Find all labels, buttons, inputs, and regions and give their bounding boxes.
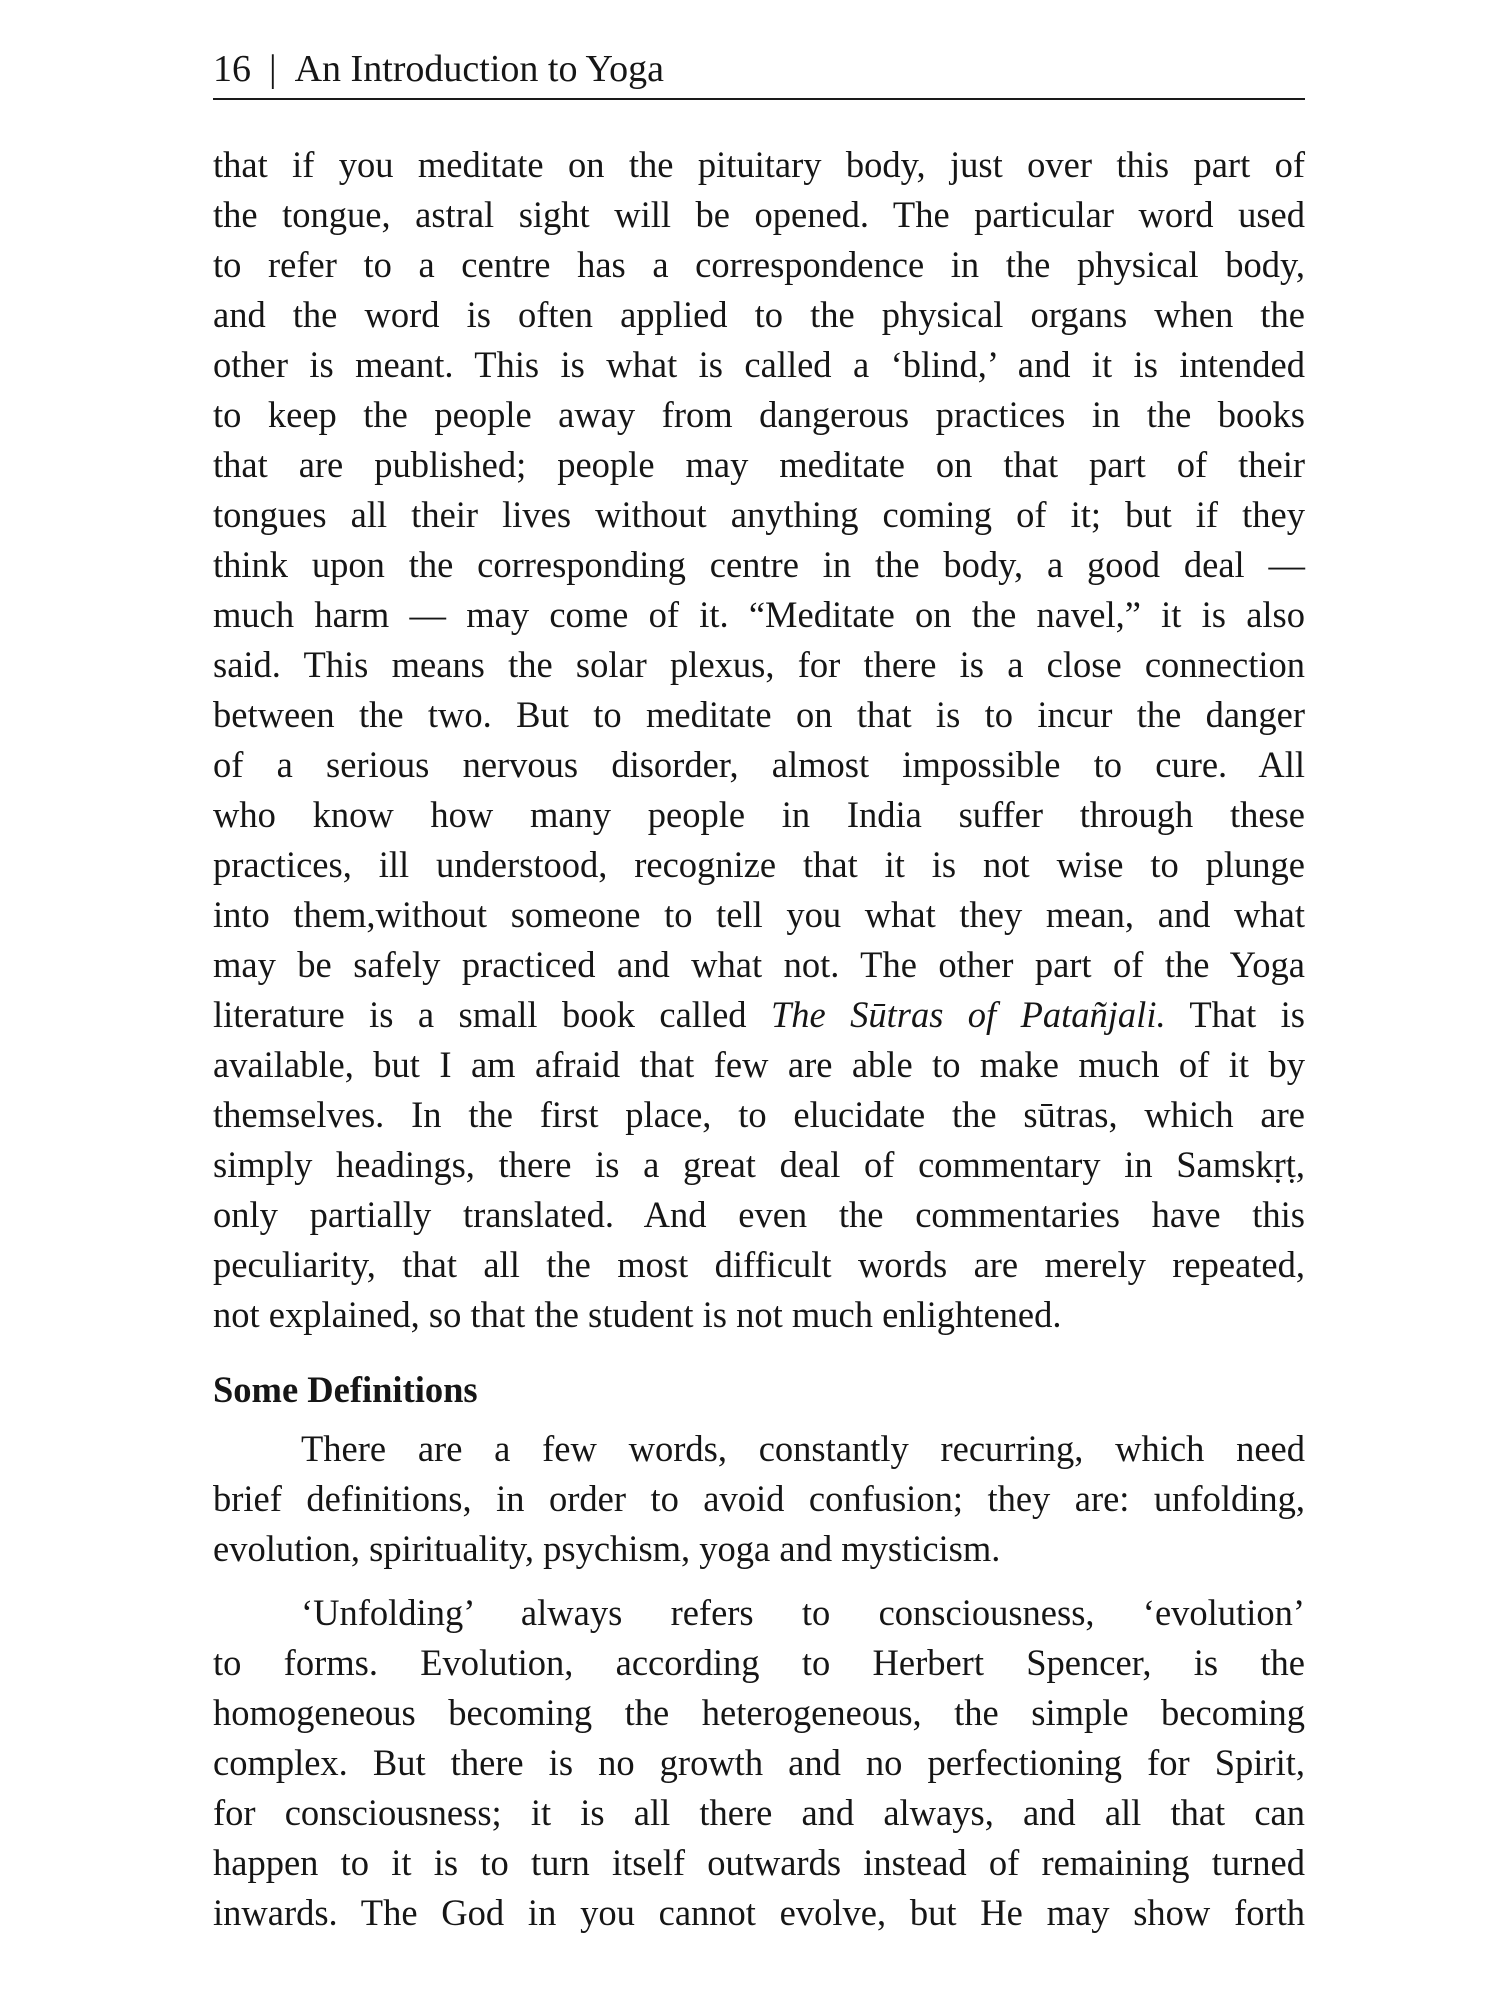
text-line: peculiarity, that all the most difficult words are merely repeated, xyxy=(213,1244,1305,1285)
text-line: for consciousness; it is all there and always, and all that can xyxy=(213,1792,1305,1833)
text-line: brief definitions, in order to avoid confusion; they are: unfolding, xyxy=(213,1478,1305,1519)
text-fragment: That is xyxy=(1165,994,1305,1035)
text-line: much harm — may come of it. “Meditate on the navel,” it is also xyxy=(213,594,1305,635)
text-line: simply headings, there is a great deal of commentary in Samskṛṭ, xyxy=(213,1144,1305,1185)
text-line: available, but I am afraid that few are able to make much of it by xyxy=(213,1044,1305,1085)
text-line: other is meant. This is what is called a ‘blind,’ and it is intended xyxy=(213,344,1305,385)
text-line: tongues all their lives without anything coming of it; but if they xyxy=(213,494,1305,535)
text-line: that are published; people may meditate on that part of their xyxy=(213,444,1305,485)
header-separator: | xyxy=(269,48,277,90)
page-number: 16 xyxy=(213,48,251,90)
text-line: may be safely practiced and what not. The other part of the Yoga xyxy=(213,944,1305,985)
text-line: evolution, spirituality, psychism, yoga and mysticism. xyxy=(213,1528,1001,1569)
text-line: between the two. But to meditate on that is to incur the danger xyxy=(213,694,1305,735)
book-title: An Introduction to Yoga xyxy=(294,48,665,90)
paragraph-1 xyxy=(213,140,1305,1340)
text-line: homogeneous becoming the heterogeneous, the simple becoming xyxy=(213,1692,1305,1733)
text-line: that if you meditate on the pituitary body, just over this part of xyxy=(213,144,1305,185)
text-line: inwards. The God in you cannot evolve, but He may show forth xyxy=(213,1892,1305,1933)
running-header xyxy=(213,46,1305,100)
book-title-italic: The Sūtras of Patañjali. xyxy=(770,994,1166,1035)
text-line: complex. But there is no growth and no perfectioning for Spirit, xyxy=(213,1742,1305,1783)
paragraph-2 xyxy=(213,1424,1305,1574)
text-line: who know how many people in India suffer through these xyxy=(213,794,1305,835)
text-line: to keep the people away from dangerous practices in the books xyxy=(213,394,1305,435)
text-line: and the word is often applied to the physical organs when the xyxy=(213,294,1305,335)
text-line: themselves. In the first place, to elucidate the sūtras, which are xyxy=(213,1094,1305,1135)
page-body xyxy=(213,140,1305,1938)
text-line: the tongue, astral sight will be opened. The particular word used xyxy=(213,194,1305,235)
text-line: ‘Unfolding’ always refers to consciousness, ‘evolution’ xyxy=(301,1592,1305,1633)
text-line: to refer to a centre has a correspondence in the physical body, xyxy=(213,244,1305,285)
text-line: happen to it is to turn itself outwards instead of remaining turned xyxy=(213,1842,1305,1883)
text-line: not explained, so that the student is not much enlightened. xyxy=(213,1294,1062,1335)
text-line: said. This means the solar plexus, for there is a close connection xyxy=(213,644,1305,685)
text-line: to forms. Evolution, according to Herbert Spencer, is the xyxy=(213,1642,1305,1683)
spacer xyxy=(213,1340,1305,1362)
text-line: only partially translated. And even the commentaries have this xyxy=(213,1194,1305,1235)
text-line-with-title xyxy=(213,990,1305,1040)
spacer xyxy=(213,1574,1305,1588)
paragraph-3 xyxy=(213,1588,1305,1938)
text-fragment: literature is a small book called xyxy=(213,994,771,1035)
text-line: There are a few words, constantly recurring, which need xyxy=(301,1428,1305,1469)
text-line: think upon the corresponding centre in the body, a good deal — xyxy=(213,544,1305,585)
text-line: of a serious nervous disorder, almost impossible to cure. All xyxy=(213,744,1305,785)
section-heading: Some Definitions xyxy=(213,1369,478,1410)
text-line: into them,without someone to tell you what they mean, and what xyxy=(213,894,1305,935)
text-line: practices, ill understood, recognize that it is not wise to plunge xyxy=(213,844,1305,885)
